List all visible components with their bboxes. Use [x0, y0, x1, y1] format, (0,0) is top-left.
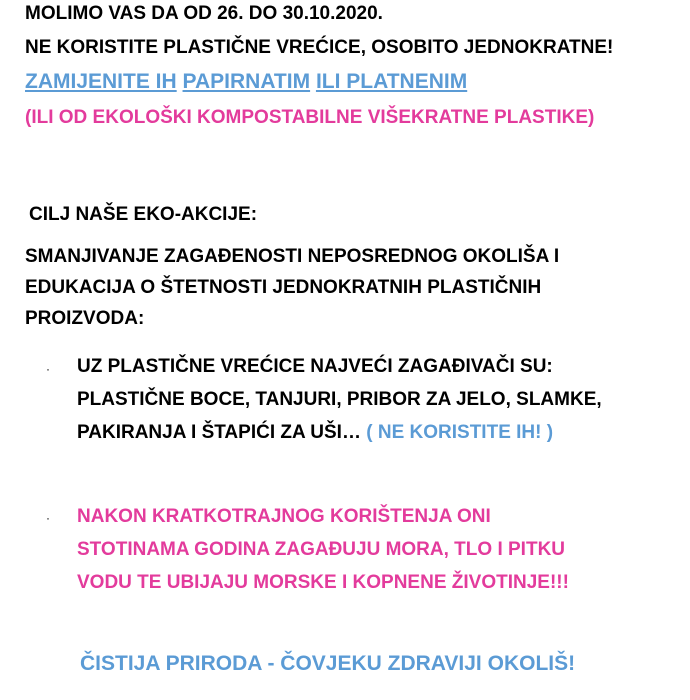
- replace-word-1: ZAMIJENITE IH: [25, 70, 177, 93]
- replace-word-3: ILI PLATNENIM: [315, 70, 468, 93]
- bullet-line: UZ PLASTIČNE VREĆICE NAJVEĆI ZAGAĐIVAČI SU:: [77, 356, 553, 377]
- bullet-polluters: [77, 350, 602, 449]
- bullet-line: VODU TE UBIJAJU MORSKE I KOPNENE ŽIVOTINJE!!!: [77, 572, 569, 593]
- dont-use-highlight: ( NE KORISTITE IH! ): [360, 422, 554, 443]
- bullet-harm: [77, 500, 569, 599]
- bullet-line-last: [77, 416, 602, 449]
- eco-plastic-note: (ILI OD EKOLOŠKI KOMPOSTABILNE VIŠEKRATNE PLASTIKE): [25, 107, 595, 128]
- bag-warning: NE KORISTITE PLASTIČNE VREĆICE, OSOBITO JEDNOKRATNE!: [25, 37, 614, 58]
- footer-slogan: ČISTIJA PRIRODA - ČOVJEKU ZDRAVIJI OKOLIŠ!: [80, 652, 576, 675]
- goal-description: [25, 241, 665, 334]
- goal-line: PROIZVODA:: [25, 308, 145, 329]
- bullet-line-text: PAKIRANJA I ŠTAPIĆI ZA UŠI…: [77, 422, 361, 443]
- bullet-line: PLASTIČNE BOCE, TANJURI, PRIBOR ZA JELO, SLAMKE,: [77, 389, 602, 410]
- goal-line: SMANJIVANJE ZAGAĐENOSTI NEPOSREDNOG OKOLIŠA I: [25, 246, 560, 267]
- goal-line: EDUKACIJA O ŠTETNOSTI JEDNOKRATNIH PLASTIČNIH: [25, 277, 542, 298]
- bullet-line: NAKON KRATKOTRAJNOG KORIŠTENJA ONI: [77, 506, 491, 527]
- replace-word-2: PAPIRNATIM: [182, 70, 311, 93]
- date-notice: MOLIMO VAS DA OD 26. DO 30.10.2020.: [25, 3, 383, 24]
- bullet-marker: ·: [46, 362, 50, 376]
- bullet-marker: ·: [46, 511, 50, 525]
- bullet-line: STOTINAMA GODINA ZAGAĐUJU MORA, TLO I PITKU: [77, 539, 566, 560]
- replace-suggestion: [25, 70, 467, 94]
- goal-title: CILJ NAŠE EKO-AKCIJE:: [29, 204, 258, 225]
